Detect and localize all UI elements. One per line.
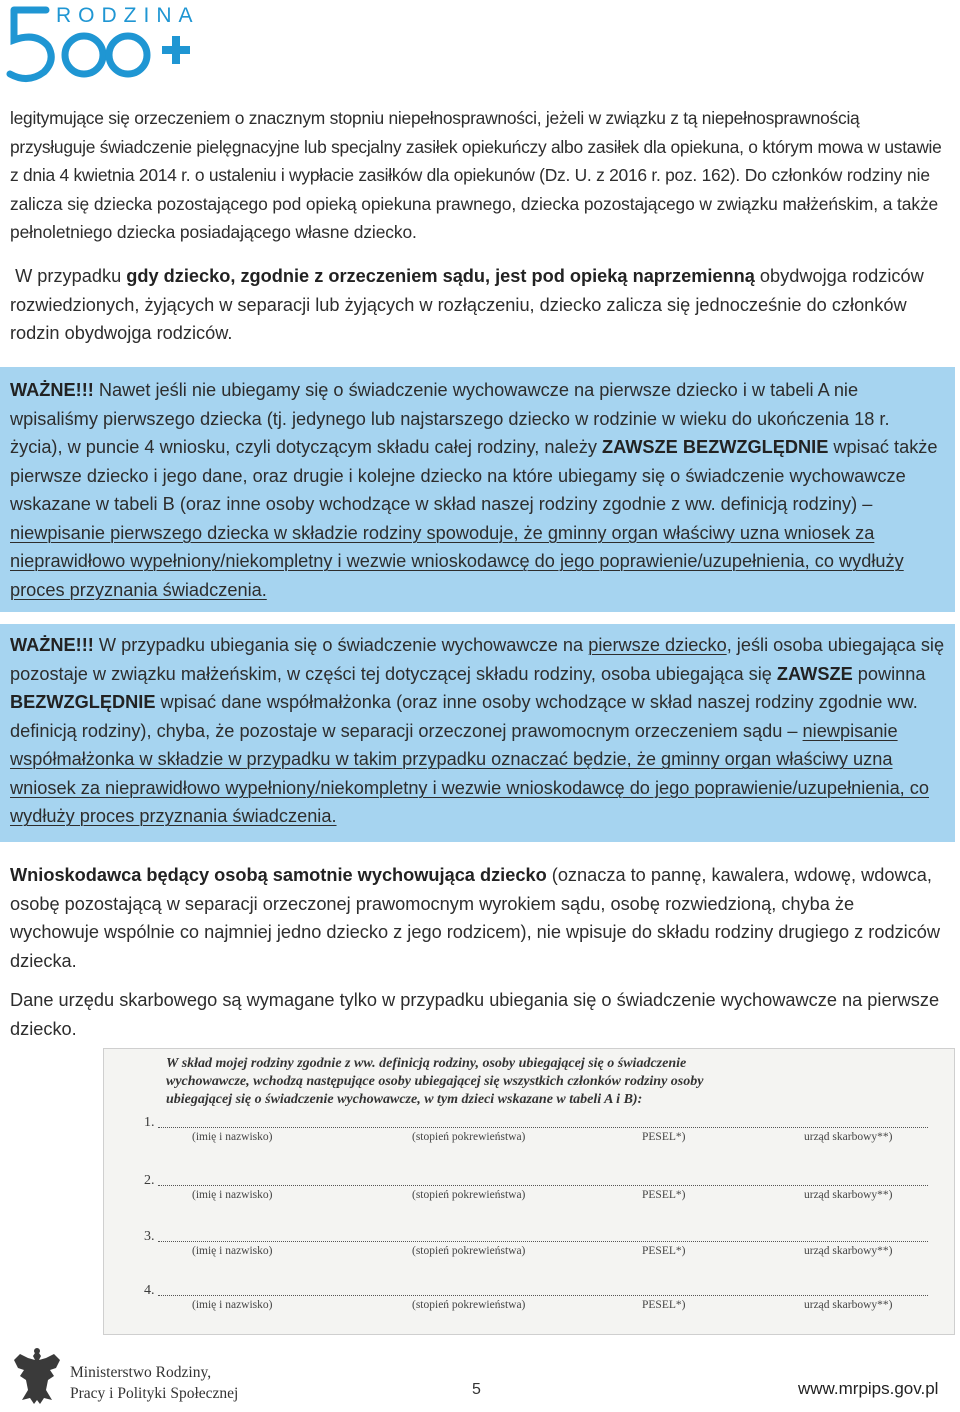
ministry-line-1: Ministerstwo Rodziny, — [70, 1364, 212, 1381]
box1-underlined-warning: niewpisanie pierwszego dziecka w składzie rodziny spowoduje, że gminny organ właściwy uzna wniosek za nieprawidłowo wypełniony/niekompletny i wezwie wnioskodawcę do jego poprawienie/uzupełnienia, co wydłuży proces przyznania świadczenia. — [10, 522, 904, 600]
eagle-emblem-icon — [10, 1346, 64, 1408]
website-link[interactable]: www.mrpips.gov.pl — [798, 1379, 939, 1398]
paragraph-alternating-custody — [10, 262, 945, 348]
important-box-first-child — [0, 367, 955, 612]
form-row — [144, 1283, 944, 1323]
paragraph-single-parent — [10, 861, 945, 975]
form-label-relation: (stopień pokrewieństwa) — [412, 1131, 526, 1143]
box2-underlined-warning: niewpisanie współmałżonka w składzie w przypadku w takim przypadku oznaczać będzie, że gminny organ właściwy uzna wniosek za nieprawidłowo wypełniony/niekompletny i wezwie wnioskodawcę do jego poprawienie/uzupełnienia, co wydłuży proces przyznania świadczenia. — [10, 720, 929, 826]
text-exclusions: Do członków rodziny nie zalicza się dziecka pozostającego pod opieką opiekuna prawnego, dziecka pozostającego w związku małżeńskim, a także pełnoletniego dziecka posiadającego własne dziecko. — [10, 165, 939, 242]
box2-text-1: W przypadku ubiegania się o świadczenie wychowawcze na — [93, 635, 589, 655]
form-row — [144, 1229, 944, 1269]
box1-text-1: Nawet jeśli nie ubiegamy się o świadczenie wychowawcze na pierwsze dziecko i w tabeli A nie wpisaliśmy pierwszego dziecka (tj. jedynego lub najstarszego dziecko w rodzinie w wieku do ukończenia 18 r. życia), w puncie 4 wniosku, czyli dotyczącym składu całej rodziny, należy — [10, 380, 890, 457]
box2-text-2: , jeśli osoba ubiegająca się pozostaje w związku małżeńskim, w części tej dotyczącej składu rodziny, osoba ubiegająca się — [10, 635, 945, 684]
rodzina-500-logo — [6, 2, 200, 86]
ministry-line-2: Pracy i Polityki Społecznej — [70, 1385, 239, 1402]
box1-bold-always: ZAWSZE BEZWZGLĘDNIE — [602, 437, 829, 457]
form-label-relation: (stopień pokrewieństwa) — [412, 1189, 526, 1201]
box2-text-3: powinna — [852, 663, 926, 684]
form-label-pesel: PESEL*) — [642, 1245, 686, 1257]
box2-bold-unconditionally: BEZWZGLĘDNIE — [10, 692, 156, 712]
important-box-spouse — [0, 624, 955, 842]
text-bold-custody: gdy dziecko, zgodnie z orzeczeniem sądu, jest pod opieką naprzemienną — [126, 266, 755, 286]
text-rest: obydwojga rodziców rozwiedzionych, żyjących w separacji lub żyjących w rozłączeniu, dziecko zalicza się jednocześnie do członków rodzin obydwojga rodziców. — [10, 266, 924, 343]
form-excerpt-image — [103, 1048, 955, 1335]
form-label-tax-office: urząd skarbowy**) — [804, 1131, 893, 1143]
important-label: WAŻNE!!! — [10, 635, 94, 655]
text-lead: W przypadku — [15, 266, 127, 286]
form-label-name: (imię i nazwisko) — [192, 1189, 273, 1201]
logo-word: RODZINA — [56, 4, 200, 27]
form-label-name: (imię i nazwisko) — [192, 1245, 273, 1257]
form-dotted-line — [158, 1185, 928, 1186]
paragraph-tax-office: Dane urzędu skarbowego są wymagane tylko w przypadku ubiegania się o świadczenie wychowawcze na pierwsze dziecko. — [10, 990, 940, 1039]
form-row — [144, 1115, 944, 1155]
form-label-name: (imię i nazwisko) — [192, 1131, 273, 1143]
box2-bold-always: ZAWSZE — [776, 663, 853, 684]
important-text-first-child — [10, 376, 945, 604]
form-dotted-line — [158, 1295, 928, 1296]
form-label-tax-office: urząd skarbowy**) — [804, 1299, 893, 1311]
form-label-tax-office: urząd skarbowy**) — [804, 1245, 893, 1257]
form-row — [144, 1173, 944, 1213]
box1-text-2: wpisać także pierwsze dziecko i jego dane, oraz drugie i kolejne dziecko na które ubiegamy się o świadczenie wychowawcze wskazane w tabeli B (oraz inne osoby wchodzące w skład naszej rodziny zgodnie z ww. definicją rodziny) – — [10, 437, 938, 514]
text-single-parent-rest: (oznacza to pannę, kawalera, wdowę, wdowca, osobę pozostającą w separacji orzeczonej prawomocnym wyrokiem sądu, osobę rozwiedzioną, chyba że wychowuje wspólnie co najmniej jedno dziecko z jego rodzicem), nie wpisuje do składu rodziny drugiego z rodziców dziecka. — [10, 865, 941, 971]
box2-underlined-first-child: pierwsze dziecko — [588, 635, 727, 655]
important-label: WAŻNE!!! — [10, 380, 94, 400]
form-label-pesel: PESEL*) — [642, 1131, 686, 1143]
paragraph-family-exclusions — [10, 104, 945, 247]
form-label-name: (imię i nazwisko) — [192, 1299, 273, 1311]
form-label-tax-office: urząd skarbowy**) — [804, 1189, 893, 1201]
form-row-number: 3. — [144, 1229, 155, 1244]
form-dotted-line — [158, 1241, 928, 1242]
page-number: 5 — [472, 1381, 481, 1398]
form-label-relation: (stopień pokrewieństwa) — [412, 1245, 526, 1257]
form-heading: W skład mojej rodziny zgodnie z ww. definicją rodziny, osoby ubiegającej się o świadczenie wychowawcze, wchodzą następujące osoby ubiegającej się wszystkich członków rodziny osoby ubiegającej się o świadczenie wychowawcze, w tym dzieci wskazane w tabeli A i B): — [166, 1056, 704, 1107]
ministry-name — [70, 1362, 238, 1404]
important-text-spouse — [10, 631, 945, 831]
text-bold-single-parent: Wnioskodawca będący osobą samotnie wychowująca dziecko — [10, 865, 547, 885]
box2-text-4: wpisać dane współmałżonka (oraz inne osoby wchodzące w skład naszej rodziny zgodnie ww. definicją rodziny), chyba, że pozostaje w separacji orzeczonej prawomocnym orzeczeniem sądu – — [10, 692, 918, 741]
form-row-number: 1. — [144, 1115, 155, 1130]
form-dotted-line — [158, 1127, 928, 1128]
text-disability: legitymujące się orzeczeniem o znacznym stopniu niepełnosprawności, jeżeli w związku z tą niepełnosprawnością przysługuje świadczenie pielęgnacyjne lub specjalny zasiłek opiekuńczy albo zasiłek dla opiekuna, o którym mowa w ustawie z dnia 4 kwietnia 2014 r. o ustaleniu i wypłacie zasiłków dla opiekunów (Dz. U. z 2016 r. poz. 162). — [10, 108, 942, 185]
form-row-number: 4. — [144, 1283, 155, 1298]
form-label-pesel: PESEL*) — [642, 1189, 686, 1201]
form-label-pesel: PESEL*) — [642, 1299, 686, 1311]
form-label-relation: (stopień pokrewieństwa) — [412, 1299, 526, 1311]
form-row-number: 2. — [144, 1173, 155, 1188]
